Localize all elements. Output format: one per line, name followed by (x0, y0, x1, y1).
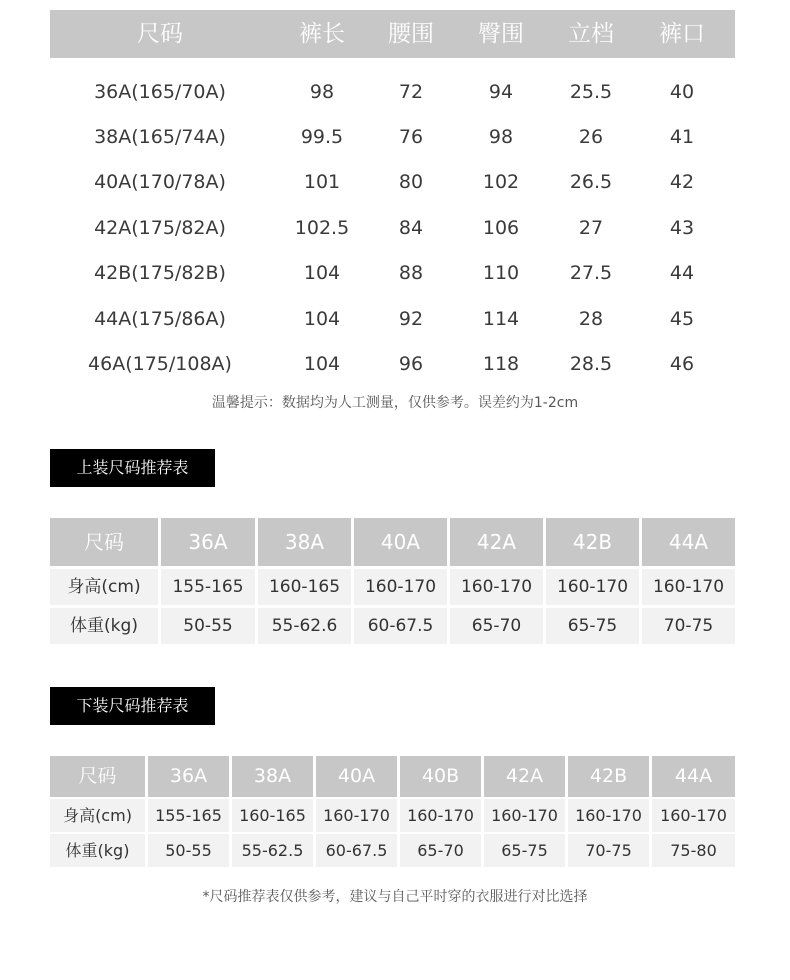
table-cell: 155-165 (155, 806, 222, 825)
table-row (50, 297, 735, 342)
table-cell: 114 (482, 308, 520, 330)
table-cell: 104 (303, 262, 341, 284)
table-cell: 46 (669, 353, 695, 375)
table-cell: 94 (488, 81, 514, 103)
header-cell: 36A (161, 518, 255, 566)
table-cell: 99.5 (300, 126, 344, 148)
table-cell: 65-70 (417, 841, 464, 860)
top-size-banner: 上装尺码推荐表 (50, 449, 215, 487)
table-cell: 160-170 (660, 806, 727, 825)
table-row (50, 569, 735, 605)
table-cell: 70-75 (585, 841, 632, 860)
table-cell: 98 (309, 81, 335, 103)
table-cell: 104 (303, 353, 341, 375)
table-cell: 76 (398, 126, 424, 148)
table-cell: 104 (303, 308, 341, 330)
table-cell: 72 (398, 81, 424, 103)
table-cell: 42A(175/82A) (94, 217, 226, 239)
table-cell: 40A(170/78A) (94, 171, 226, 193)
table-row (50, 70, 735, 115)
header-cell: 44A (652, 756, 735, 797)
table-cell: 160-170 (407, 806, 474, 825)
table-cell: 160-170 (323, 806, 390, 825)
table-row (50, 251, 735, 296)
header-cell: 42B (546, 518, 639, 566)
header-cell: 40A (354, 518, 447, 566)
header-cell-hem: 裤口 (659, 21, 705, 47)
table-row (50, 799, 735, 832)
table-cell: 75-80 (670, 841, 717, 860)
table-cell: 60-67.5 (325, 841, 388, 860)
table-cell: 44A(175/86A) (94, 308, 226, 330)
table-cell: 96 (398, 353, 424, 375)
row-label-height: 身高(cm) (63, 806, 132, 825)
table-cell: 27.5 (569, 262, 613, 284)
table-cell: 46A(175/108A) (88, 353, 232, 375)
table-cell: 160-170 (652, 577, 725, 597)
bottom-size-banner: 下装尺码推荐表 (50, 687, 215, 725)
table-cell: 160-165 (268, 577, 341, 597)
table-cell: 27 (578, 217, 604, 239)
header-cell: 42A (450, 518, 543, 566)
table-cell: 38A(165/74A) (94, 126, 226, 148)
table-cell: 55-62.6 (271, 616, 338, 636)
table-row (50, 160, 735, 205)
table-cell: 42 (669, 171, 695, 193)
header-cell: 40B (400, 756, 481, 797)
measurement-note: 温馨提示：数据均为人工测量，仅供参考。误差约为1-2cm (211, 395, 579, 411)
header-cell: 38A (258, 518, 351, 566)
table-cell: 106 (482, 217, 520, 239)
bottom-size-table (50, 756, 735, 867)
header-cell-length: 裤长 (299, 21, 345, 47)
table-cell: 102 (482, 171, 520, 193)
table-cell: 25.5 (569, 81, 613, 103)
table-cell: 65-70 (471, 616, 522, 636)
table-cell: 88 (398, 262, 424, 284)
top-size-table (50, 518, 735, 644)
table-cell: 40 (669, 81, 695, 103)
header-cell: 38A (232, 756, 313, 797)
table-row (50, 608, 735, 644)
row-label-height: 身高(cm) (67, 577, 141, 597)
table-row (50, 342, 735, 387)
table-cell: 44 (669, 262, 695, 284)
header-cell-hip: 臀围 (478, 21, 524, 47)
table-cell: 92 (398, 308, 424, 330)
table-cell: 118 (482, 353, 520, 375)
table-cell: 160-170 (556, 577, 629, 597)
header-cell: 42A (484, 756, 565, 797)
pants-size-table-header (50, 10, 735, 58)
table-row (50, 206, 735, 251)
table-cell: 80 (398, 171, 424, 193)
table-cell: 101 (303, 171, 341, 193)
table-row (50, 115, 735, 160)
table-cell: 41 (669, 126, 695, 148)
table-cell: 65-75 (567, 616, 618, 636)
table-cell: 45 (669, 308, 695, 330)
table-cell: 28.5 (569, 353, 613, 375)
row-label-weight: 体重(kg) (65, 841, 130, 860)
header-cell-waist: 腰围 (388, 21, 434, 47)
table-cell: 43 (669, 217, 695, 239)
table-cell: 36A(165/70A) (94, 81, 226, 103)
table-cell: 84 (398, 217, 424, 239)
bottom-size-table-header (50, 756, 735, 797)
recommendation-note: *尺码推荐表仅供参考，建议与自己平时穿的衣服进行对比选择 (202, 889, 588, 905)
table-cell: 98 (488, 126, 514, 148)
table-cell: 160-170 (575, 806, 642, 825)
table-cell: 28 (578, 308, 604, 330)
header-cell: 42B (568, 756, 649, 797)
table-cell: 55-62.5 (241, 841, 304, 860)
header-cell: 36A (148, 756, 229, 797)
table-cell: 102.5 (294, 217, 350, 239)
header-cell: 尺码 (50, 756, 145, 797)
table-cell: 160-170 (491, 806, 558, 825)
table-cell: 160-170 (364, 577, 437, 597)
table-row (50, 834, 735, 867)
table-cell: 26.5 (569, 171, 613, 193)
table-cell: 110 (482, 262, 520, 284)
header-cell-rise: 立档 (568, 21, 614, 47)
table-cell: 42B(175/82B) (94, 262, 226, 284)
table-cell: 26 (578, 126, 604, 148)
table-cell: 155-165 (172, 577, 244, 597)
header-cell-size: 尺码 (137, 21, 183, 47)
header-cell: 44A (642, 518, 735, 566)
table-cell: 160-165 (239, 806, 306, 825)
header-cell: 40A (316, 756, 397, 797)
table-cell: 65-75 (501, 841, 548, 860)
header-cell: 尺码 (50, 518, 158, 566)
top-size-table-header (50, 518, 735, 566)
table-cell: 160-170 (460, 577, 533, 597)
table-cell: 70-75 (663, 616, 714, 636)
row-label-weight: 体重(kg) (70, 616, 138, 636)
table-cell: 60-67.5 (367, 616, 434, 636)
table-cell: 50-55 (183, 616, 233, 636)
table-cell: 50-55 (165, 841, 212, 860)
